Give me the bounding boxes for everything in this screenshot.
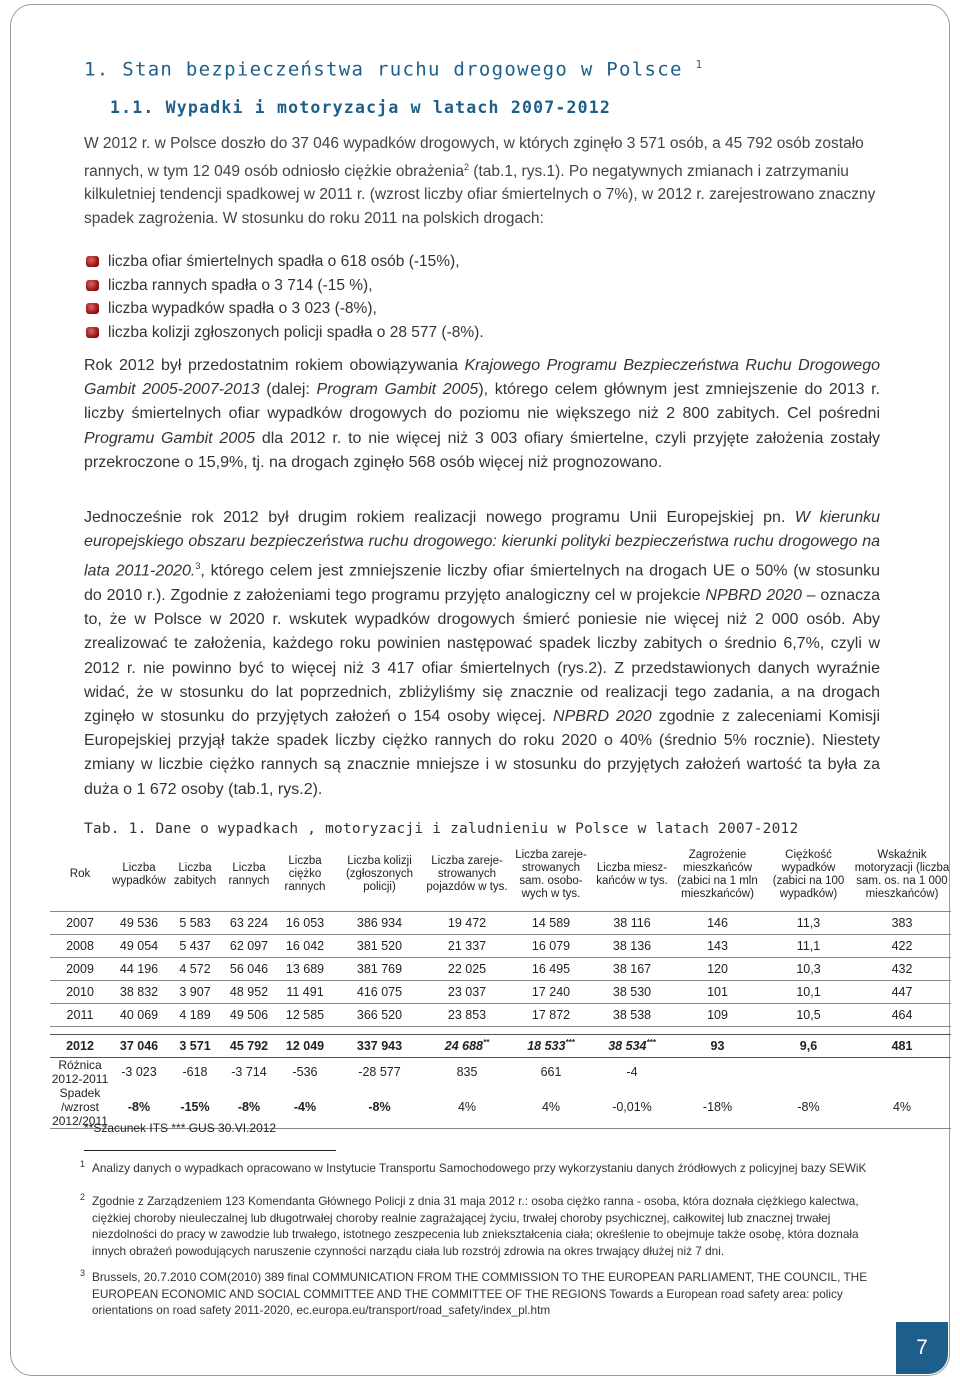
table-caption: Tab. 1. Dane o wypadkach , motoryzacji i zaludnieniu w Polsce w latach 2007-2012 — [84, 821, 799, 837]
header-cell: Liczba zareje-strowanych sam. osobo-wych w tys. — [515, 848, 587, 900]
bullet-icon — [86, 327, 99, 338]
list-item: liczba rannych spadła o 3 714 (-15 %), — [84, 274, 880, 298]
footnote-ref-2: 2 — [463, 161, 469, 172]
bullet-icon — [86, 256, 99, 267]
bullet-icon — [86, 280, 99, 291]
header-cell: Liczba wypadków — [112, 861, 166, 887]
table-row: 2007 49 536 5 583 63 224 16 053 386 934 19 472 14 589 38 116 146 11,3 383 — [50, 911, 951, 934]
footnote-3: 3 Brussels, 20.7.2010 COM(2010) 389 final COMMUNICATION FROM THE COMMISSION TO THE EUROPEAN PARLIAMENT, THE COUNCIL, THE EUROPEAN ECONOMIC AND SOCIAL COMMITTEE AND THE COMMITTEE OF THE REGIONS Towards a European road safety area: policy orientations on road safety 2011-2020, ec.europa.eu/transport/road_safety/index_pl.htm — [80, 1268, 868, 1317]
header-cell: Liczba kolizji (zgłoszonych policji) — [345, 855, 414, 894]
header-cell: Liczba miesz-kańców w tys. — [596, 861, 668, 887]
header-cell: Liczba zareje-strowanych pojazdów w tys. — [426, 855, 508, 894]
table-row-change: Spadek /wzrost 2012/2011 -8% -15% -8% -4% -8% 4% 4% -0,01% -18% -8% 4% — [50, 1086, 951, 1129]
header-cell: Ciężkość wypadków (zabici na 100 wypadków) — [772, 848, 845, 900]
table-row: 2008 49 054 5 437 62 097 16 042 381 520 21 337 16 079 38 136 143 11,1 422 — [50, 934, 951, 957]
footnote-1: 1 Analizy danych o wypadkach opracowano w Instytucie Transportu Samochodowego przy wykorzystaniu danych źródłowych z policyjnej bazy SEWiK — [80, 1159, 867, 1175]
header-cell: Wskaźnik motoryzacji (liczba sam. os. na 1 000 mieszkańców) — [854, 848, 950, 900]
bullet-icon — [86, 303, 99, 314]
change-list — [84, 250, 880, 344]
table-row: 2010 38 832 3 907 48 952 11 491 416 075 23 037 17 240 38 530 101 10,1 447 — [50, 980, 951, 1003]
table-header-row — [50, 839, 951, 911]
header-cell: Rok — [69, 868, 91, 881]
eu-program-paragraph: Jednocześnie rok 2012 był drugim rokiem realizacji nowego programu Unii Europejskiej pn. W kierunku europejskiego obszaru bezpieczeństwa ruchu drogowego: kierunki polityki bezpieczeństwa ruchu drogowego na lata 2011-2020.$^3$, którego celem jest zmniejszenie liczby ofiar śmiertelnych na drogach UE o 50% (w stosunku do 2010 r.). Zgodnie z założeniami tego programu przyjęto analogiczny cel w projekcie NPBRD 2020 – oznacza to, że w Polsce w 2020 r. wskutek wypadków drogowych śmierć poniesie nie więcej niż 2 000 osób. Aby zrealizować te założenia, każdego roku powinien następować spadek liczby zabitych o średnio 6,7%, czyli w 2012 r. nie powinno być to więcej niż 3 417 ofiar śmiertelnych (rys.2). Z przedstawionych danych wyraźnie widać, że w stosunku do lat poprzednich, zbliżyliśmy się znacznie od realizacji tego zadania, a na drogach zginęło w stosunku do przyjętych założeń o 154 osoby więcej. NPBRD 2020 zgodnie z zaleceniami Komisji Europejskiej przyjął także spadek liczby ciężko rannych do roku 2020 o 40% (średnio 5% rocznie). Niestety zmiany w liczbie ciężko rannych są znacznie mniejsze i w stosunku do przyjętych założeń wartość ta była za duża o 1 672 osoby (tab.1, rys.2). — [84, 509, 881, 798]
footnote-divider — [84, 1150, 336, 1151]
subsection-heading: 1.1. Wypadki i motoryzacja w latach 2007-2012 — [110, 98, 612, 117]
table-row-difference: Różnica 2012-2011 -3 023 -618 -3 714 -536 -28 577 835 661 -4 — [51, 1057, 638, 1086]
table-row: 2011 40 069 4 189 49 506 12 585 366 520 23 853 17 872 38 538 109 10,5 464 — [50, 1003, 951, 1026]
table-source-note: **Szacunek ITS *** GUS 30.VI.2012 — [84, 1121, 277, 1135]
footnote-2: 2 Zgodnie z Zarządzeniem 123 Komendanta Głównego Policji z dnia 31 maja 2012 r.: osoba ciężko ranna - osoba, która doznała ciężkiego kalectwa, ciężkiej choroby nieuleczalnej lub długotrwałej choroby realnie zagrażającej życiu, trwałej choroby psychicznej, całkowitej lub znacznej trwałej niezdolności do pracy w zawodzie lub trwałego, istotnego zeszpecenia lub zniekształcenia ciała; określenie to obejmuje także osobę, która doznała innych obrażeń powodujących naruszenie czynności narządu ciała lub rozstrój zdrowia na okres trwający dłużej niż 7 dni. — [80, 1192, 859, 1258]
footnote-ref-3: 3 — [195, 561, 201, 572]
header-cell: Liczba ciężko rannych — [284, 855, 326, 894]
header-cell: Liczba zabitych — [173, 861, 217, 887]
gambit-paragraph: Rok 2012 był przedostatnim rokiem obowiązywania Krajowego Programu Bezpieczeństwa Ruchu Drogowego Gambit 2005-2007-2013 (dalej: Program Gambit 2005), którego celem głównym jest zmniejszenie do 2013 r. liczby śmiertelnych ofiar wypadków drogowych do poziomu nie większego niż 2 800 zabitych. Cel pośredni Programu Gambit 2005 dla 2012 r. to nie więcej niż 3 003 ofiary śmiertelne, czyli przyjęte założenia zostały przekroczone o 15,9%, tj. na drogach zginęło 568 osób więcej niż prognozowano. — [84, 357, 881, 471]
table-row-spacer — [50, 1026, 951, 1034]
table-row-2012: 2012 37 046 3 571 45 792 12 049 337 943 24 688** 18 533*** 38 534*** 93 9,6 481 — [50, 1034, 951, 1057]
header-cell: Liczba rannych — [228, 861, 270, 887]
accidents-table — [50, 839, 951, 1129]
page-number: 7 — [896, 1322, 948, 1374]
footnote-ref-1: 1 — [695, 58, 704, 71]
section-heading: 1. Stan bezpieczeństwa ruchu drogowego w Polsce $^1$ — [84, 58, 704, 81]
list-item: liczba kolizji zgłoszonych policji spadła o 28 577 (-8%). — [84, 321, 880, 345]
intro-paragraph: W 2012 r. w Polsce doszło do 37 046 wypadków drogowych, w których zginęło 3 571 osób, a 45 792 osób zostało rannych, w tym 12 049 osób odniosło ciężkie obrażenia$^2$ (tab.1, rys.1). Po negatywnych zmianach i zatrzymaniu kilkuletniej tendencji spadkowej w 2011 r. (wzrost liczby ofiar śmiertelnych o 7%), w 2012 r. zarejestrowano znaczny spadek zagrożenia. W stosunku do roku 2011 na polskich drogach: — [84, 135, 876, 227]
list-item: liczba wypadków spadła o 3 023 (-8%), — [84, 297, 880, 321]
list-item: liczba ofiar śmiertelnych spadła o 618 osób (-15%), — [84, 250, 880, 274]
table-row: 2009 44 196 4 572 56 046 13 689 381 769 22 025 16 495 38 167 120 10,3 432 — [50, 957, 951, 980]
header-cell: Zagrożenie mieszkańców (zabici na 1 mln mieszkańców) — [677, 848, 758, 900]
